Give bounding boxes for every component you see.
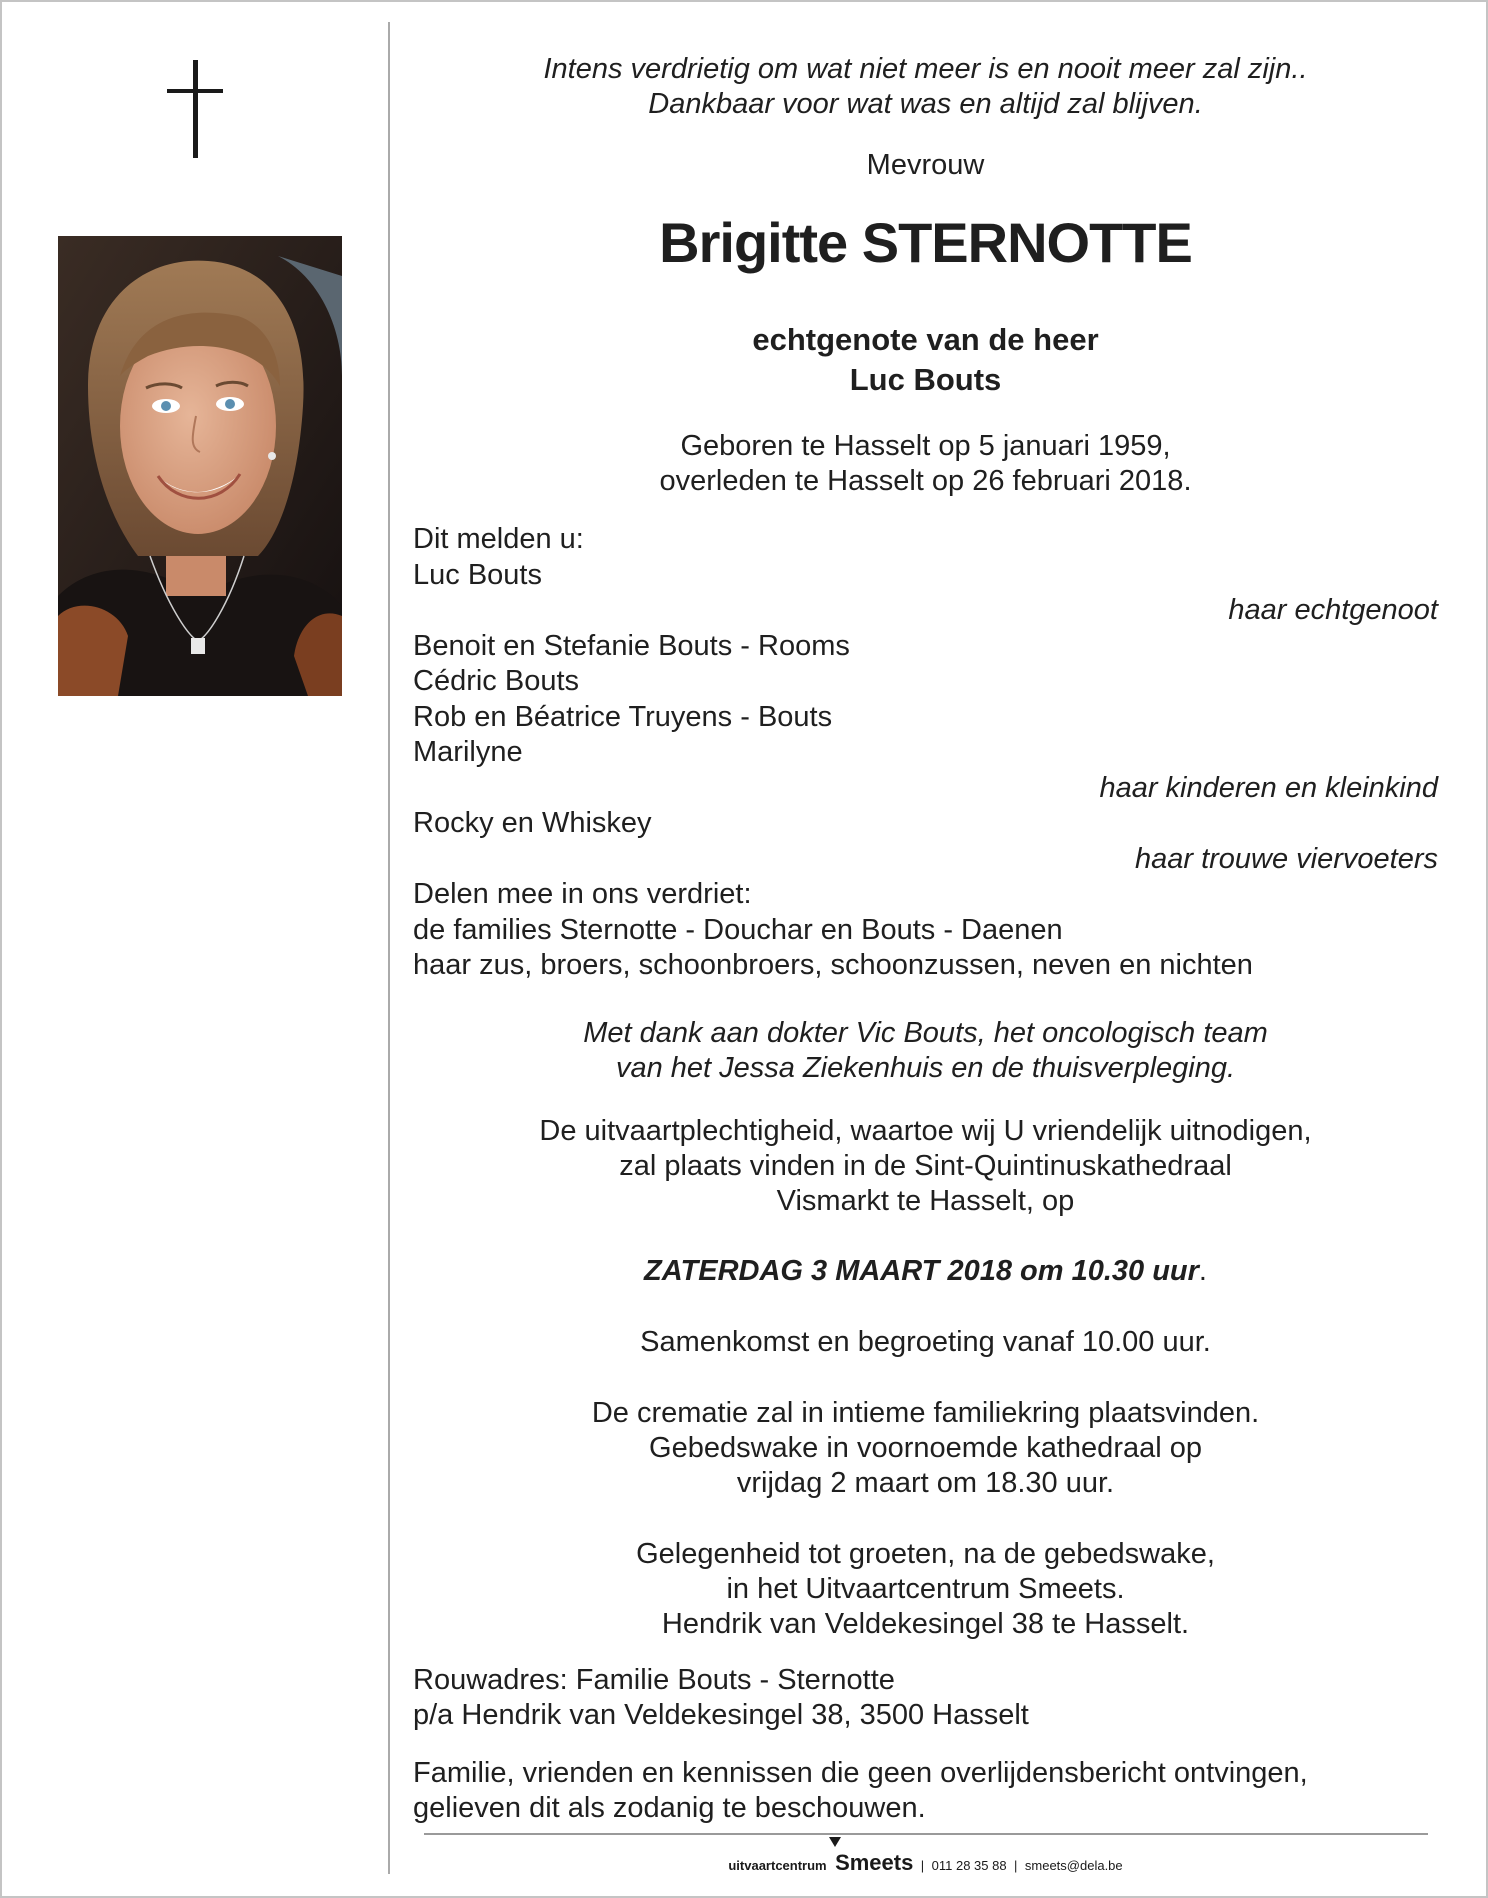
footer-separator: | — [920, 1858, 925, 1873]
vertical-divider — [388, 22, 390, 1874]
footer-email: smeets@dela.be — [1024, 1858, 1123, 1873]
child-entry: Cédric Bouts — [413, 665, 580, 697]
announcers-block — [413, 522, 1438, 984]
children-role: haar kinderen en kleinkind — [1099, 771, 1438, 804]
greeting — [413, 1537, 1438, 1642]
relatives-line: haar zus, broers, schoonbroers, schoonzussen, neven en nichten — [413, 949, 1253, 981]
birth-line: Geboren te Hasselt op 5 januari 1959, — [680, 430, 1171, 462]
thanks-line-1: Met dank aan dokter Vic Bouts, het oncologisch team — [583, 1017, 1268, 1049]
share-intro: Delen mee in ons verdriet: — [413, 878, 752, 910]
relation — [413, 320, 1438, 400]
ceremony-line-3: Vismarkt te Hasselt, op — [776, 1185, 1075, 1217]
ceremony-line-2: zal plaats vinden in de Sint-Quintinuskathedraal — [619, 1150, 1232, 1182]
motto — [413, 52, 1438, 122]
footer-phone: 011 28 35 88 — [931, 1858, 1007, 1873]
spouse-role: haar echtgenoot — [1228, 594, 1438, 626]
death-line: overleden te Hasselt op 26 februari 2018. — [659, 465, 1192, 497]
life-dates — [413, 429, 1438, 499]
motto-line-1: Intens verdrietig om wat niet meer is en nooit meer zal zijn.. — [543, 53, 1308, 85]
child-entry: Marilyne — [413, 736, 523, 768]
footer — [413, 1850, 1438, 1876]
salutation: Mevrouw — [866, 149, 985, 181]
greeting-line-3: Hendrik van Veldekesingel 38 te Hasselt. — [661, 1608, 1190, 1640]
cremation-line-3: vrijdag 2 maart om 18.30 uur. — [736, 1467, 1115, 1499]
closing-line-2: gelieven dit als zodanig te beschouwen. — [413, 1792, 926, 1824]
spouse-name: Luc Bouts — [413, 558, 542, 591]
cremation-line-1: De crematie zal in intieme familiekring plaatsvinden. — [591, 1397, 1260, 1429]
greeting-line-1: Gelegenheid tot groeten, na de gebedswake, — [636, 1538, 1215, 1570]
pets-names: Rocky en Whiskey — [413, 807, 652, 839]
families-line: de families Sternotte - Douchar en Bouts - Daenen — [413, 913, 1063, 946]
cremation-line-2: Gebedswake in voornoemde kathedraal op — [649, 1432, 1202, 1464]
mourning-address-line-1: Rouwadres: Familie Bouts - Sternotte — [413, 1664, 895, 1696]
ceremony-date-text: ZATERDAG 3 MAART 2018 om 10.30 uur — [644, 1255, 1199, 1287]
mourning-address — [413, 1663, 1438, 1733]
mourning-address-line-2: p/a Hendrik van Veldekesingel 38, 3500 Hasselt — [413, 1699, 1029, 1731]
cremation — [413, 1396, 1438, 1501]
footer-separator: | — [1014, 1858, 1018, 1873]
pets-role: haar trouwe viervoeters — [1134, 842, 1438, 875]
relation-line-1: echtgenote van de heer — [752, 322, 1099, 357]
relation-line-2: Luc Bouts — [849, 362, 1002, 397]
ceremony — [413, 1114, 1438, 1219]
portrait-photo — [58, 236, 342, 696]
deceased-name: Brigitte STERNOTTE — [659, 211, 1192, 274]
footer-brand: Smeets — [835, 1850, 914, 1875]
gathering: Samenkomst en begroeting vanaf 10.00 uur. — [640, 1326, 1211, 1358]
ceremony-line-1: De uitvaartplechtigheid, waartoe wij U vriendelijk uitnodigen, — [539, 1115, 1312, 1147]
ceremony-date — [413, 1254, 1438, 1289]
footer-prefix: uitvaartcentrum — [728, 1858, 827, 1873]
ceremony-date-punct: . — [1198, 1255, 1207, 1287]
motto-line-2: Dankbaar voor wat was en altijd zal blijven. — [648, 88, 1203, 120]
closing-note — [413, 1756, 1438, 1826]
announcers-intro: Dit melden u: — [413, 523, 584, 555]
child-entry: Benoit en Stefanie Bouts - Rooms — [413, 629, 850, 662]
closing-line-1: Familie, vrienden en kennissen die geen overlijdensbericht ontvingen, — [413, 1757, 1308, 1789]
thanks-line-2: van het Jessa Ziekenhuis en de thuisverpleging. — [615, 1052, 1236, 1084]
child-entry: Rob en Béatrice Truyens - Bouts — [413, 700, 833, 733]
footer-rule — [424, 1833, 1428, 1835]
thanks — [413, 1016, 1438, 1086]
triangle-marker-icon — [829, 1837, 841, 1847]
cross-icon — [165, 60, 225, 160]
greeting-line-2: in het Uitvaartcentrum Smeets. — [726, 1573, 1125, 1605]
